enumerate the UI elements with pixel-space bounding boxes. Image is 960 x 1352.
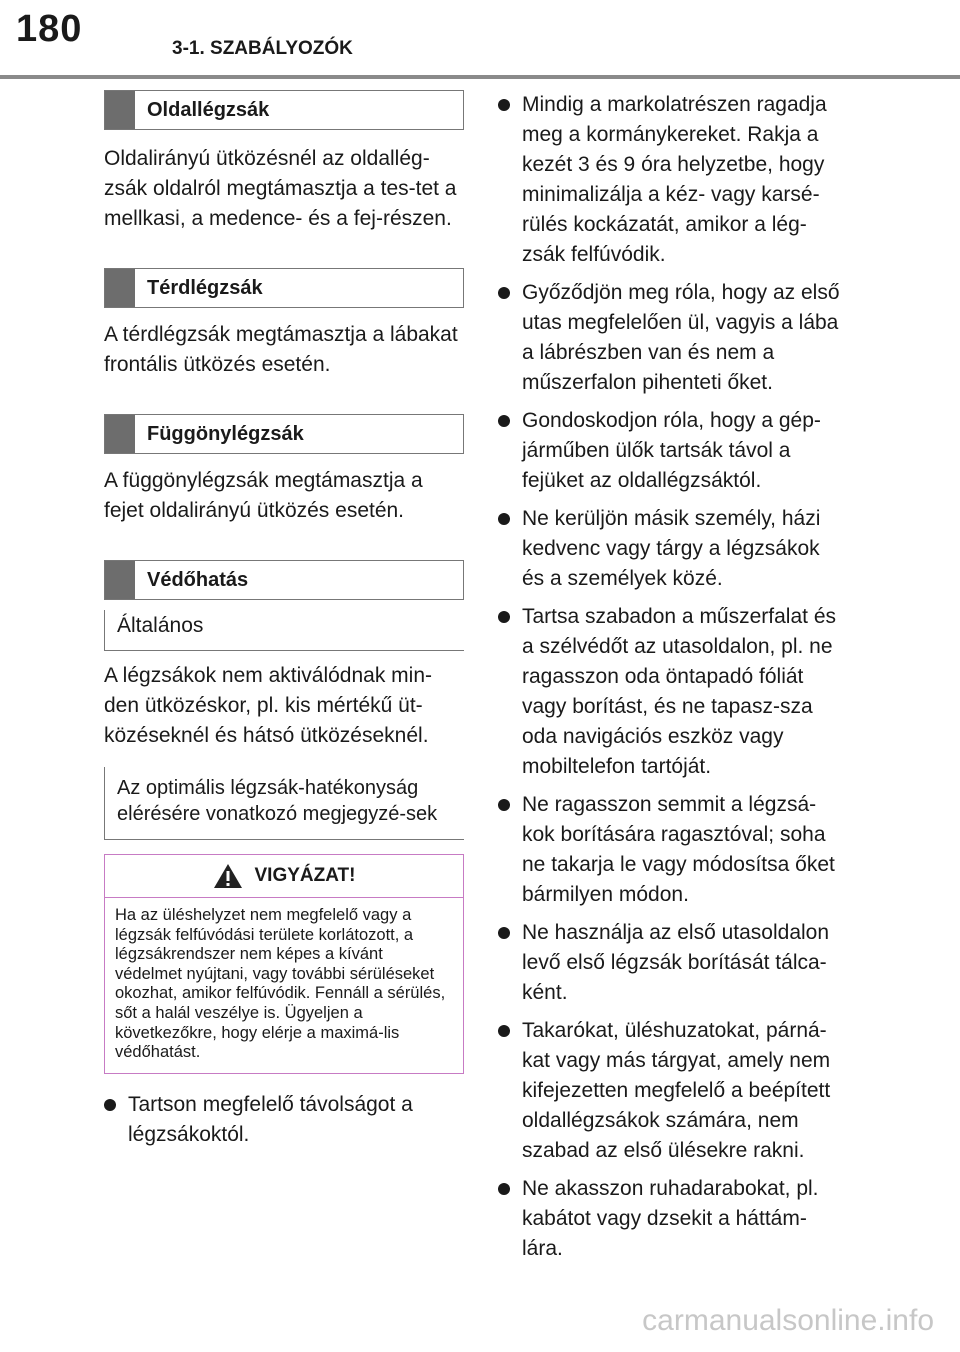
list-item: Ne kerüljön másik személy, házi kedvenc vagy tárgy a légzsákok és a személyek közé. bbox=[498, 504, 846, 594]
left-column bbox=[104, 90, 464, 1158]
section-heading-protection bbox=[104, 560, 464, 600]
watermark[interactable]: carmanualsonline.info bbox=[642, 1304, 934, 1337]
subheading-general: Általános bbox=[104, 610, 464, 651]
note-text: Az optimális légzsák-hatékonyság elérésére vonatkozó megjegyzé-sek bbox=[117, 777, 438, 825]
list-item: Tartson megfelelő távolságot a légzsákoktól. bbox=[104, 1090, 464, 1150]
warning-box bbox=[104, 854, 464, 1074]
note-box bbox=[104, 767, 464, 840]
bullet-icon bbox=[498, 287, 510, 299]
list-item: Takarókat, üléshuzatokat, párná-kat vagy más tárgyat, amely nem kifejezetten megfelelő a beépített oldallégzsákok számára, nem szabad az első ülésekre rakni. bbox=[498, 1016, 846, 1166]
list-item: Ne ragasszon semmit a légzsá-kok borítására ragasztóval; soha ne takarja le vagy módosítsa őket bármilyen módon. bbox=[498, 790, 846, 910]
heading-bar bbox=[105, 415, 135, 453]
heading-text: Oldallégzsák bbox=[147, 98, 270, 121]
warning-icon bbox=[213, 863, 243, 889]
heading-text: Térdlégzsák bbox=[147, 276, 263, 299]
warning-title: VIGYÁZAT! bbox=[254, 865, 356, 886]
curtain-airbag-text: A függönylégzsák megtámasztja a fejet oldalirányú ütközés esetén. bbox=[104, 469, 423, 522]
list-item: Győződjön meg róla, hogy az első utas megfelelően ül, vagyis a lába a lábrészben van és nem a műszerfalon pihenteti őket. bbox=[498, 278, 846, 398]
heading-text: Függönylégzsák bbox=[147, 422, 304, 445]
warning-text: Ha az üléshelyzet nem megfelelő vagy a légzsák felfúvódási területe korlátozott, a légzsákrendszer nem képes a kívánt védelmet nyújtani, vagy további sérüléseket okozhat, amikor felfúvódik. Fennáll a sérülés, sőt a halál veszélye is. Ügyeljen a következőkre, hogy elérje a maximá-lis védőhatást. bbox=[115, 906, 446, 1062]
bullet-icon bbox=[104, 1099, 116, 1111]
bullet-icon bbox=[498, 927, 510, 939]
heading-bar bbox=[105, 561, 135, 599]
heading-bar bbox=[105, 91, 135, 129]
header-rule bbox=[0, 75, 960, 79]
list-item: Gondoskodjon róla, hogy a gép-járműben ülők tartsák távol a fejüket az oldallégzsáktól. bbox=[498, 406, 846, 496]
bullet-icon bbox=[498, 1025, 510, 1037]
side-airbag-text: Oldalirányú ütközésnél az oldallég-zsák oldalról megtámasztja a tes-tet a mellkasi, a medence- és a fej-részen. bbox=[104, 147, 457, 230]
list-item: Tartsa szabadon a műszerfalat és a szélvédőt az utasoldalon, pl. ne ragasszon oda öntapadó fóliát vagy borítást, és ne tapasz-sza oda navigációs eszköz vagy mobiltelefon tartóját. bbox=[498, 602, 846, 782]
list-item: Ne akasszon ruhadarabokat, pl. kabátot vagy dzsekit a háttám-lára. bbox=[498, 1174, 846, 1264]
list-item: Mindig a markolatrészen ragadja meg a kormánykereket. Rakja a kezét 3 és 9 óra helyzetbe, hogy minimalizálja a kéz- vagy karsé-rülés kockázatát, amikor a lég-zsák felfúvódik. bbox=[498, 90, 846, 270]
bullet-icon bbox=[498, 513, 510, 525]
bullet-icon bbox=[498, 799, 510, 811]
list-item: Ne használja az első utasoldalon levő első légzsák borítását tálca-ként. bbox=[498, 918, 846, 1008]
right-column bbox=[498, 90, 846, 1272]
warning-header bbox=[105, 855, 463, 898]
knee-airbag-text: A térdlégzsák megtámasztja a lábakat frontális ütközés esetén. bbox=[104, 323, 458, 376]
right-bullet-list bbox=[498, 90, 846, 1264]
page-number: 180 bbox=[16, 8, 83, 50]
section-heading-knee-airbag bbox=[104, 268, 464, 308]
bullet-icon bbox=[498, 415, 510, 427]
bullet-icon bbox=[498, 611, 510, 623]
heading-bar bbox=[105, 269, 135, 307]
bullet-icon bbox=[498, 99, 510, 111]
left-bullet-list bbox=[104, 1090, 464, 1150]
bullet-icon bbox=[498, 1183, 510, 1195]
section-heading-curtain-airbag bbox=[104, 414, 464, 454]
protection-text: A légzsákok nem aktiválódnak min-den ütközéskor, pl. kis mértékű üt-közéseknél és hátsó ütközéseknél. bbox=[104, 664, 432, 747]
section-title: 3-1. SZABÁLYOZÓK bbox=[172, 38, 353, 59]
section-heading-side-airbag bbox=[104, 90, 464, 130]
heading-text: Védőhatás bbox=[147, 568, 249, 591]
